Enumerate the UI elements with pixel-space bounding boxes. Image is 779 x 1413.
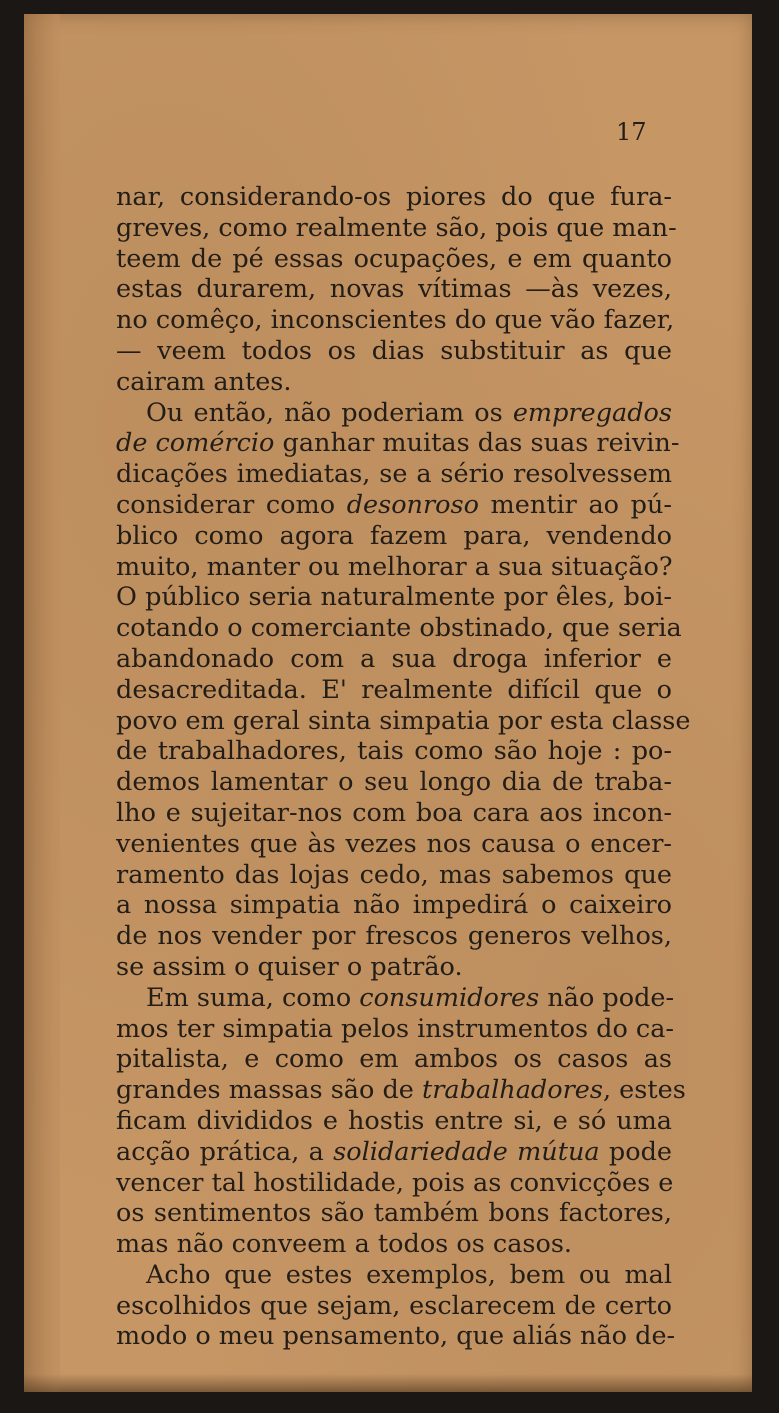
- text-line: — veem todos os dias substituir as que: [116, 335, 672, 366]
- text-line: de nos vender por frescos generos velhos,: [116, 921, 672, 952]
- text-line: Em suma, como consumidores não pode-: [146, 982, 675, 1013]
- text-line: escolhidos que sejam, esclarecem de certo: [116, 1290, 672, 1321]
- text-line: no comêço, inconscientes do que vão fazer,: [116, 305, 675, 336]
- body-text: [116, 182, 691, 1352]
- text-line: cotando o comerciante obstinado, que seria: [116, 613, 682, 644]
- text-line: mas não conveem a todos os casos.: [116, 1229, 573, 1260]
- text-line: ficam divididos e hostis entre si, e só uma: [116, 1105, 672, 1136]
- text-line: muito, manter ou melhorar a sua situação?: [116, 551, 673, 582]
- text-line: venientes que às vezes nos causa o encer-: [116, 828, 672, 859]
- text-line: pitalista, e como em ambos os casos as: [116, 1044, 672, 1075]
- text-line: se assim o quiser o patrão.: [116, 951, 463, 982]
- text-line: blico como agora fazem para, vendendo: [116, 520, 672, 551]
- text-line: os sentimentos são também bons factores,: [116, 1198, 672, 1229]
- text-line: greves, como realmente são, pois que man-: [116, 212, 677, 243]
- emphasis-consumidores: consumidores: [359, 982, 540, 1013]
- text-line: grandes massas são de trabalhadores, estes: [116, 1075, 686, 1106]
- emphasis-trabalhadores: trabalhadores: [421, 1075, 603, 1106]
- text-line: de trabalhadores, tais como são hoje : po-: [116, 736, 672, 767]
- emphasis-empregados: empregados: [512, 397, 672, 428]
- text-line: acção prática, a solidariedade mútua pode: [116, 1136, 672, 1167]
- text-line: teem de pé essas ocupações, e em quanto: [116, 243, 672, 274]
- page-bottom-edge: [24, 1374, 752, 1392]
- page-number: 17: [616, 118, 647, 146]
- text-line: abandonado com a sua droga inferior e: [116, 643, 672, 674]
- emphasis-solidariedade: solidariedade mútua: [333, 1136, 600, 1167]
- text-line: estas durarem, novas vítimas —às vezes,: [116, 274, 672, 305]
- text-line: nar, considerando-os piores do que fura-: [116, 182, 672, 212]
- text-line: mos ter simpatia pelos instrumentos do ca-: [116, 1013, 675, 1044]
- text-line: povo em geral sinta simpatia por esta classe: [116, 705, 691, 736]
- text-line: cairam antes.: [116, 366, 292, 397]
- text-line: ramento das lojas cedo, mas sabemos que: [116, 859, 672, 890]
- text-line: de comércio ganhar muitas das suas reivin-: [116, 428, 680, 459]
- binding-edge: [24, 14, 60, 1392]
- text-line: dicações imediatas, se a sério resolvessem: [116, 459, 672, 490]
- emphasis-desonroso: desonroso: [346, 489, 479, 520]
- text-line: considerar como desonroso mentir ao pú-: [116, 489, 672, 520]
- text-line: lho e sujeitar-nos com boa cara aos incon-: [116, 797, 672, 828]
- text-line: modo o meu pensamento, que aliás não de-: [116, 1321, 676, 1352]
- text-line: O público seria naturalmente por êles, boi-: [116, 582, 672, 613]
- emphasis-de-comercio: de comércio: [116, 428, 275, 459]
- text-line: demos lamentar o seu longo dia de traba-: [116, 767, 672, 798]
- book-page: [24, 14, 752, 1392]
- text-line: vencer tal hostilidade, pois as convicções e: [116, 1167, 674, 1198]
- text-line: a nossa simpatia não impedirá o caixeiro: [116, 890, 672, 921]
- text-line: Acho que estes exemplos, bem ou mal: [146, 1259, 672, 1290]
- text-line: desacreditada. E' realmente difícil que o: [116, 674, 672, 705]
- text-line: Ou então, não poderiam os empregados: [146, 397, 672, 428]
